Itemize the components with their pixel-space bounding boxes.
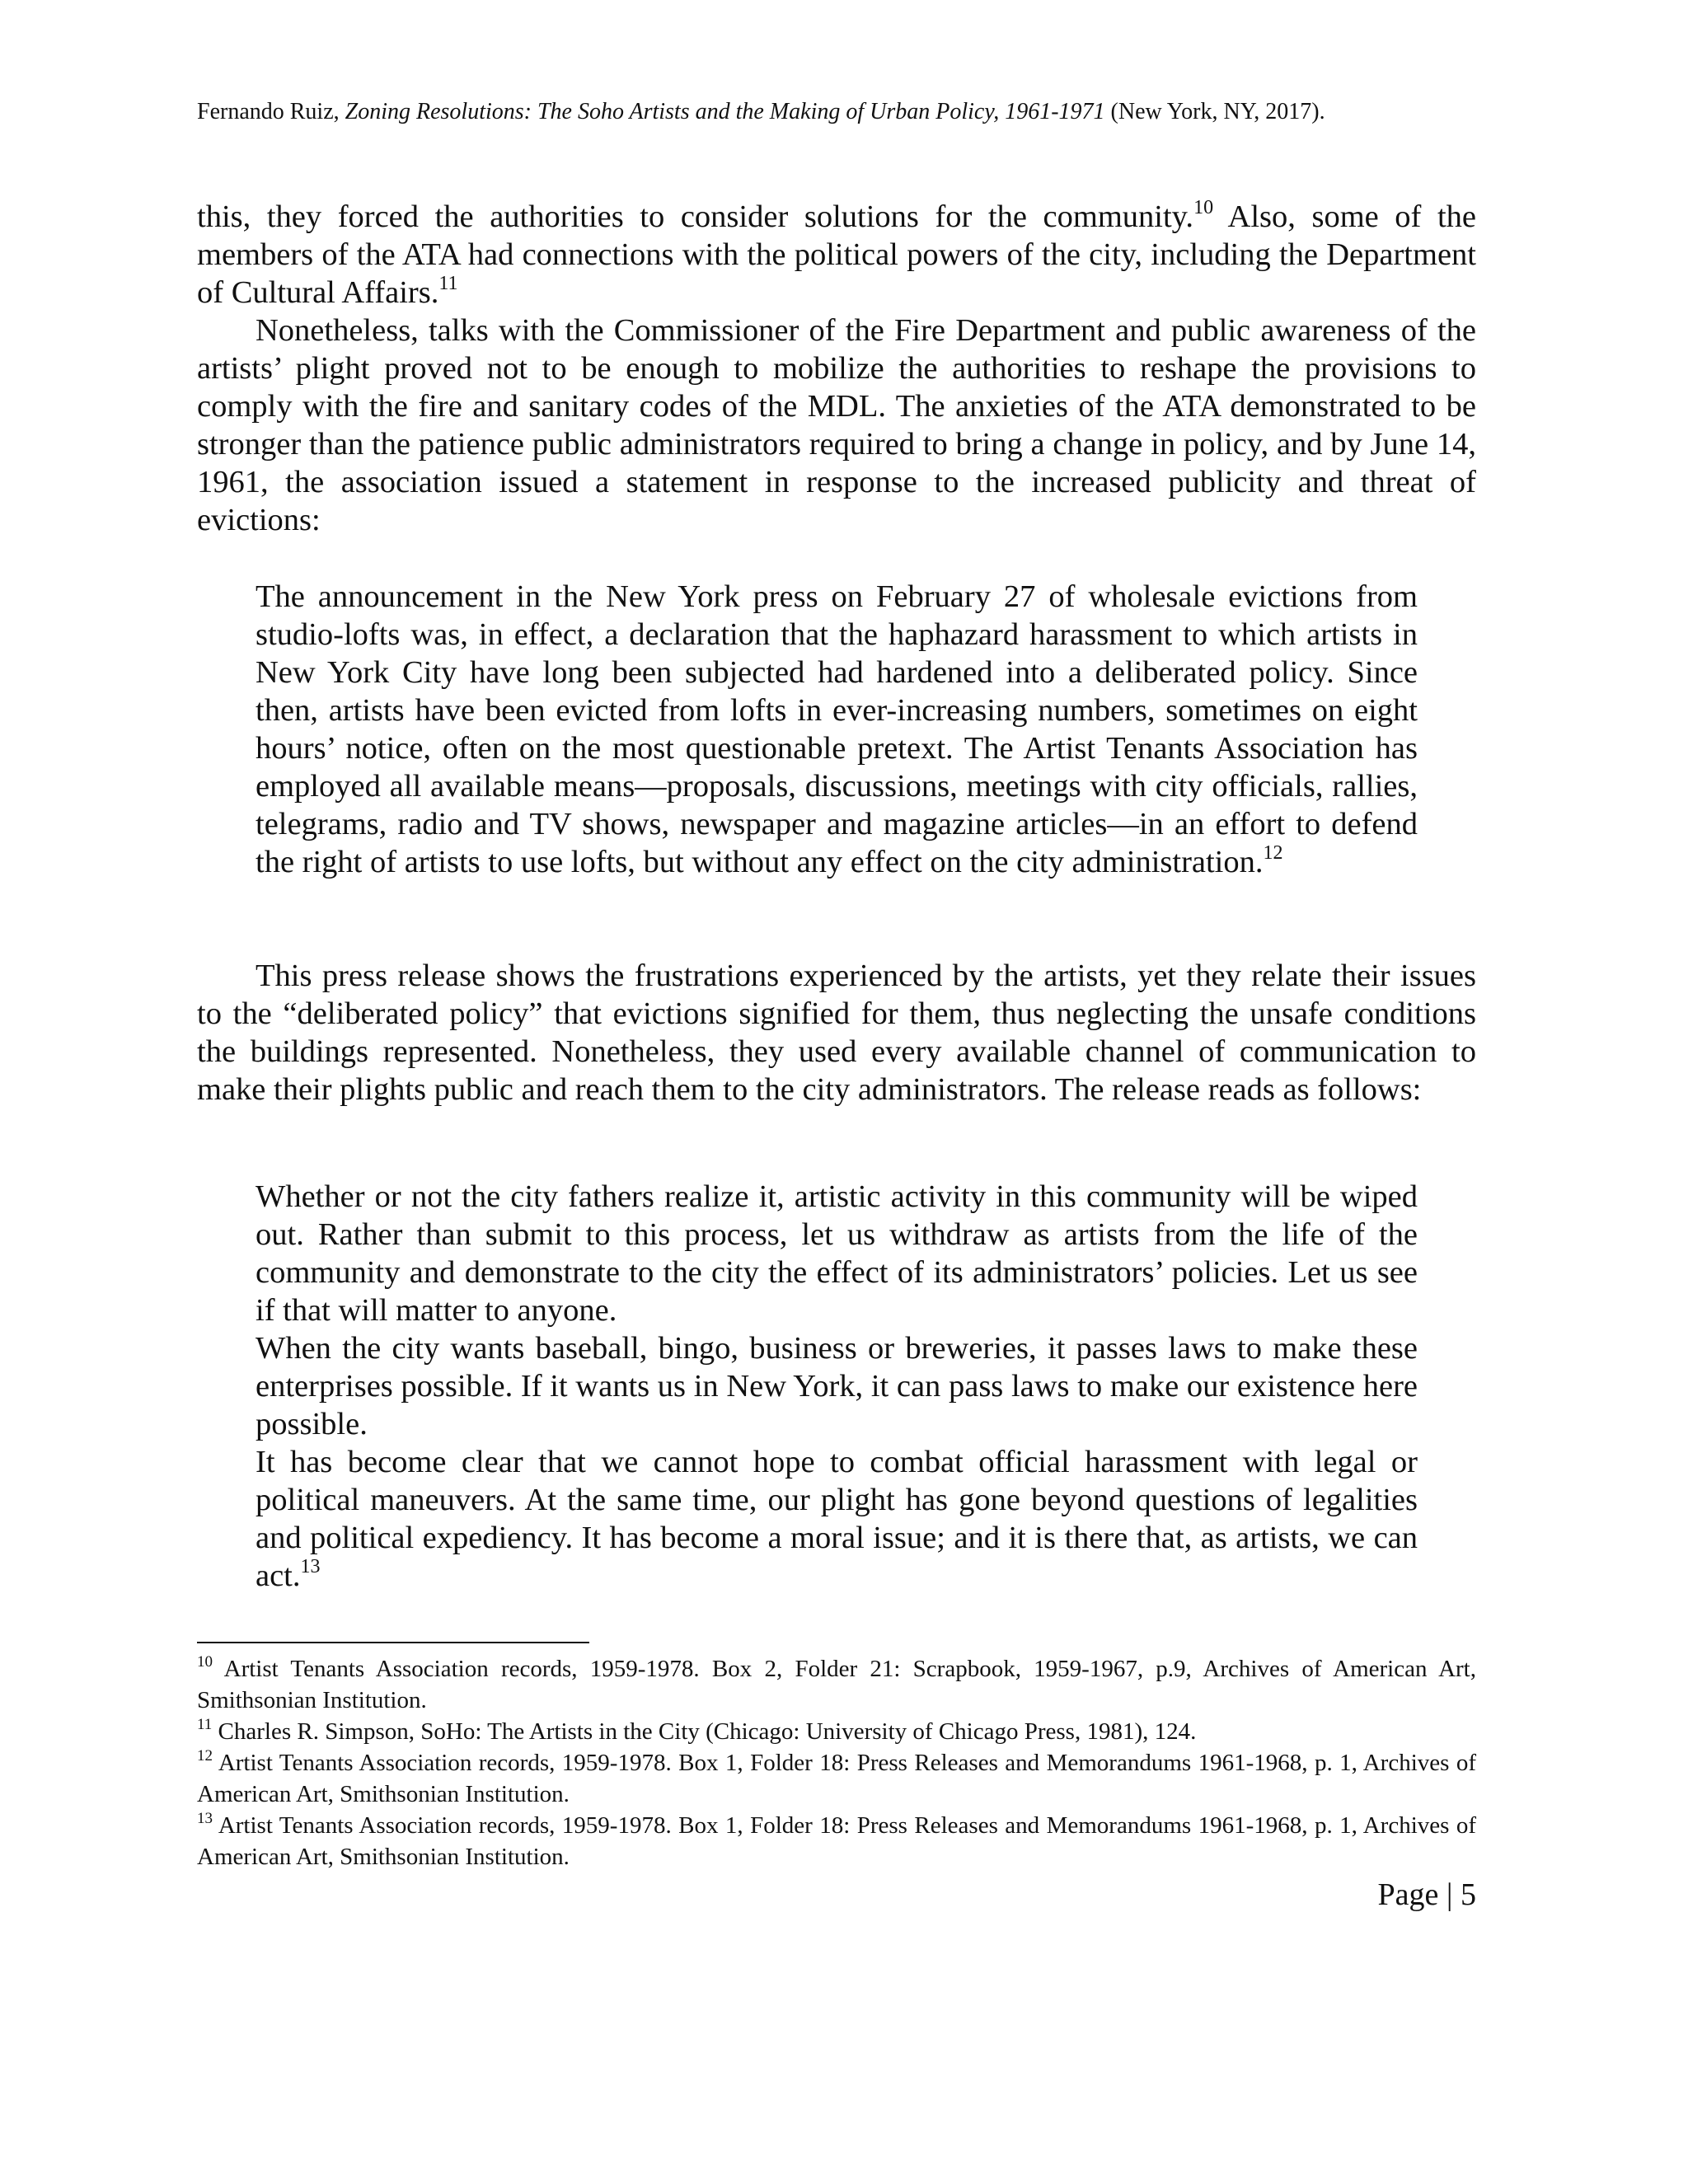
quote-1-text: The announcement in the New York press on February 27 of wholesale evictions from studio-lofts was, in effect, a declaration that the haphazard harassment to which artists in New York City have long been subjected had hardened into a deliberated policy. Since then, artists have been evicted from lofts in ever-increasing numbers, sometimes on eight hours’ notice, often on the most questionable pretext. The Artist Tenants Association has employed all available means—proposals, discussions, meetings with city officials, rallies, telegrams, radio and TV shows, newspaper and magazine articles—in an effort to defend the right of artists to use lofts, but without any effect on the city administration.$^{12}$ bbox=[256, 579, 1418, 879]
footnote-10: $^{10}$ Artist Tenants Association records, 1959-1978. Box 2, Folder 21: Scrapbook, 1959-1967, p.9, Archives of American Art, Smithsonian Institution. bbox=[197, 1653, 1476, 1713]
footnotes bbox=[197, 1653, 1476, 1872]
header-title: Zoning Resolutions: The Soho Artists and the Making of Urban Policy, 1961-1971 bbox=[345, 99, 1105, 124]
quote-2-para-1: Whether or not the city fathers realize it, artistic activity in this community will be wiped out. Rather than submit to this process, let us withdraw as artists from the life of the community and demonstrate to the city the effect of its administrators’ policies. Let us see if that will matter to anyone. bbox=[256, 1179, 1418, 1328]
footnote-ref-10[interactable]: 10 bbox=[1193, 197, 1214, 219]
block-quote-2 bbox=[256, 1178, 1418, 1595]
footnote-11: $^{11}$ Charles R. Simpson, SoHo: The Artists in the City (Chicago: University of Chicago Press, 1981), 124. bbox=[197, 1716, 1197, 1745]
footnote-ref-13[interactable]: 13 bbox=[300, 1556, 321, 1578]
paragraph-3: This press release shows the frustrations experienced by the artists, yet they relate their issues to the “deliberated policy” that evictions signified for them, thus neglecting the unsafe conditions the buildings represented. Nonetheless, they used every available channel of communication to make their plights public and reach them to the city administrators. The release reads as follows: bbox=[197, 958, 1476, 1107]
footnote-12: $^{12}$ Artist Tenants Association records, 1959-1978. Box 1, Folder 18: Press Releases and Memorandums 1961-1968, p. 1, Archives of American Art, Smithsonian Institution. bbox=[197, 1747, 1476, 1807]
paragraph-2: Nonetheless, talks with the Commissioner of the Fire Department and public awareness of the artists’ plight proved not to be enough to mobilize the authorities to reshape the provisions to comply with the fire and sanitary codes of the MDL. The anxieties of the ATA demonstrated to be stronger than the patience public administrators required to bring a change in policy, and by June 14, 1961, the association issued a statement in response to the increased publicity and threat of evictions: bbox=[197, 313, 1476, 537]
footnote-separator bbox=[197, 1642, 589, 1643]
paragraph-1: this, they forced the authorities to consider solutions for the community.$^{10}$ Also, some of the members of the ATA had connections with the political powers of the city, including the Department of Cultural Affairs.$^{11}$ bbox=[197, 197, 1476, 310]
footnote-ref-11[interactable]: 11 bbox=[438, 273, 458, 295]
quote-2-para-2: When the city wants baseball, bingo, business or breweries, it passes laws to make these enterprises possible. If it wants us in New York, it can pass laws to make our existence here possible. bbox=[256, 1331, 1418, 1441]
block-quote-1 bbox=[256, 578, 1418, 881]
body-text-top bbox=[197, 198, 1476, 539]
footnote-ref-12[interactable]: 12 bbox=[1263, 842, 1283, 865]
body-text-middle bbox=[197, 957, 1476, 1108]
header-author: Fernando Ruiz, bbox=[197, 99, 345, 124]
running-header bbox=[197, 97, 1499, 127]
page-number: Page | 5 bbox=[1377, 1877, 1476, 1912]
header-publication: (New York, NY, 2017). bbox=[1104, 99, 1325, 124]
quote-2-para-3: It has become clear that we cannot hope to combat official harassment with legal or political maneuvers. At the same time, our plight has gone beyond questions of legalities and political expediency. It has become a moral issue; and it is there that, as artists, we can act.$^{13}$ bbox=[256, 1445, 1418, 1593]
footnote-13: $^{13}$ Artist Tenants Association records, 1959-1978. Box 1, Folder 18: Press Releases and Memorandums 1961-1968, p. 1, Archives of American Art, Smithsonian Institution. bbox=[197, 1810, 1476, 1870]
